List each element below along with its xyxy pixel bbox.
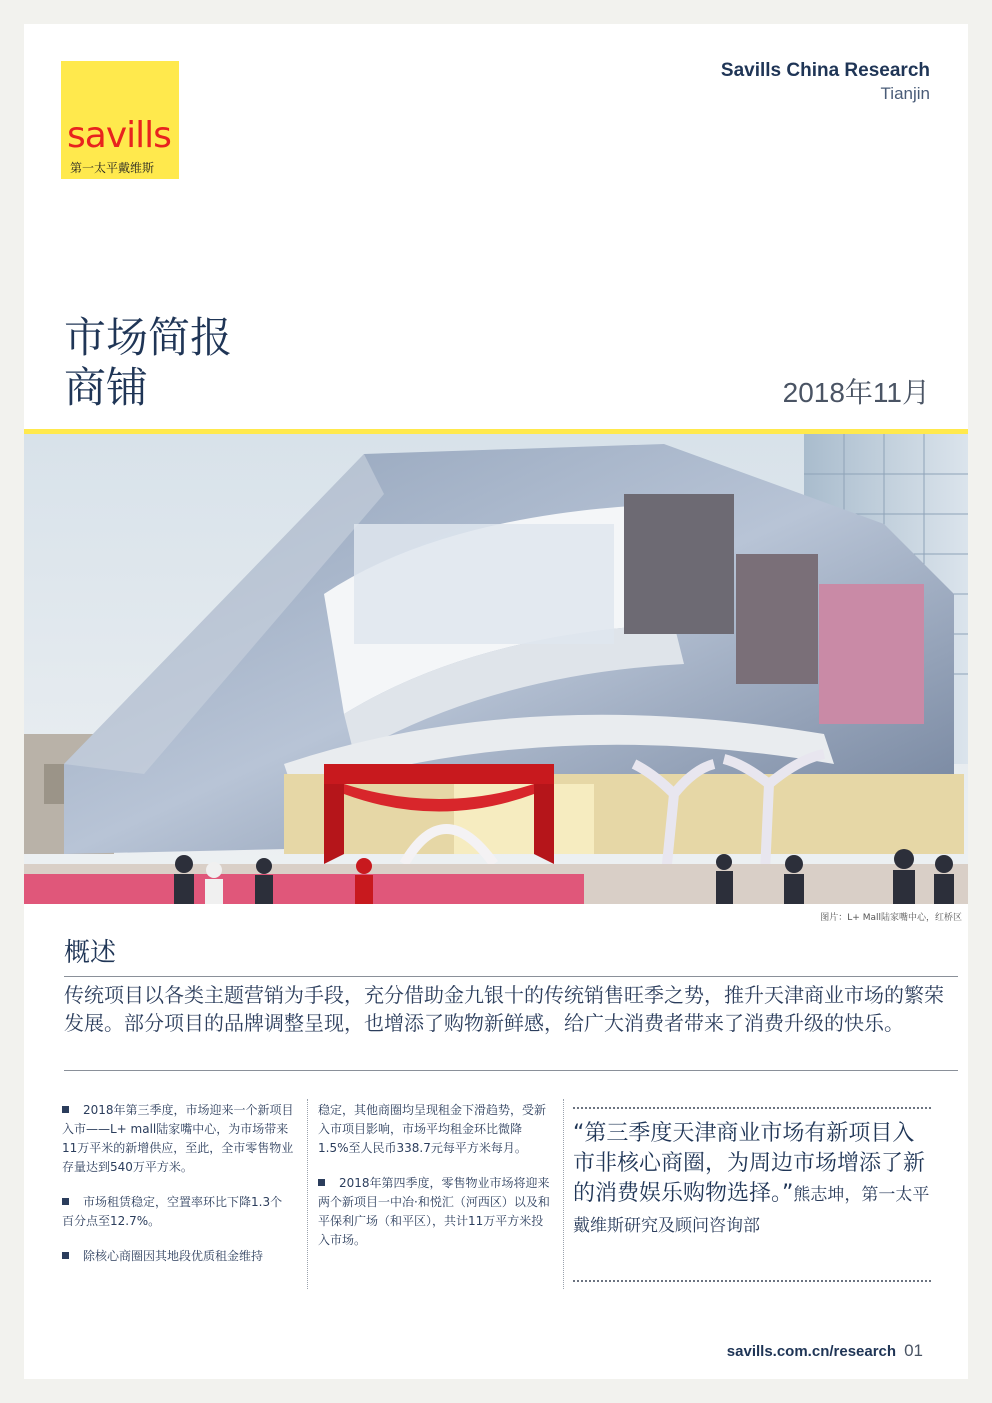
overview-lead: 传统项目以各类主题营销为手段，充分借助金九银十的传统销售旺季之势，推升天津商业市场的繁荣发展。部分项目的品牌调整呈现，也增添了购物新鲜感，给广大消费者带来了消费升级的快乐。	[64, 983, 944, 1035]
research-header	[721, 60, 930, 104]
column-1	[62, 1101, 294, 1282]
photo-caption: 图片：L+ Mall陆家嘴中心，红桥区	[820, 913, 962, 923]
quote-bottom-rule	[573, 1280, 931, 1282]
report-date: 2018年11月	[782, 377, 930, 408]
quote-attribution: 熊志坤，第一太平戴维斯研究及顾问咨询部	[573, 1185, 930, 1236]
bullet-item: 除核心商圈因其地段优质租金维持	[62, 1247, 294, 1266]
research-title: Savills China Research	[720, 60, 930, 81]
city-name: Tianjin	[880, 84, 930, 103]
footer	[727, 1341, 923, 1361]
report-title: 市场简报	[64, 313, 233, 362]
column-divider	[307, 1099, 308, 1289]
bullet-item: 市场租赁稳定，空置率环比下降1.3个百分点至12.7%。	[62, 1193, 294, 1231]
paragraph: 稳定，其他商圈均呈现租金下滑趋势，受新入市项目影响，市场平均租金环比微降1.5%至人民币338.7元每平方米每月。	[318, 1103, 547, 1155]
logo-wordmark: savills	[67, 115, 171, 156]
mall-photo	[24, 434, 968, 904]
quote-top-rule	[573, 1107, 931, 1109]
column-2	[318, 1101, 550, 1266]
page-number: 01	[904, 1341, 923, 1360]
column-divider	[563, 1099, 564, 1289]
bullet-item: 2018年第四季度，零售物业市场将迎来两个新项目一中冶·和悦汇（河西区）以及和平保利广场（和平区），共计11万平方米投入市场。	[318, 1174, 550, 1250]
overview-heading: 概述	[64, 938, 117, 968]
bullet-item: 2018年第三季度，市场迎来一个新项目入市——L+ mall陆家嘴中心，为市场带来11万平米的新增供应，至此，全市零售物业存量达到540万平方米。	[62, 1101, 294, 1177]
pull-quote	[573, 1119, 933, 1241]
quote-text: “第三季度天津商业市场有新项目入市非核心商圈，为周边市场增添了新的消费娱乐购物选择。”	[573, 1121, 926, 1206]
overview-bottom-rule	[64, 1070, 958, 1071]
page	[24, 24, 968, 1379]
logo-chinese-name: 第一太平戴维斯	[70, 161, 155, 175]
savills-logo	[61, 61, 179, 179]
report-subtitle: 商铺	[64, 363, 149, 412]
overview-top-rule	[64, 976, 958, 977]
footer-url[interactable]: savills.com.cn/research	[726, 1343, 897, 1360]
